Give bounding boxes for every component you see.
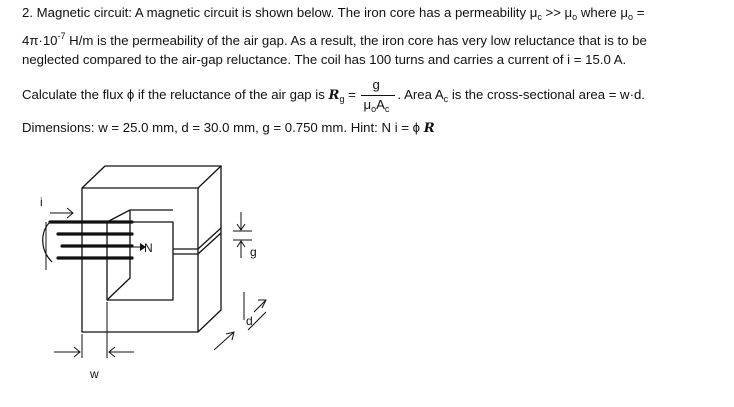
text-segment: where μ <box>577 5 629 20</box>
text-segment: = <box>344 87 360 102</box>
label-gap-g: g <box>250 245 257 259</box>
core-depth-edge <box>198 166 221 188</box>
text-segment: = <box>633 5 645 20</box>
subscript: o <box>628 12 634 22</box>
text-segment: is the cross-sectional area = w·d. <box>448 87 645 102</box>
subscript: g <box>339 94 345 104</box>
subscript: o <box>371 104 377 114</box>
text-segment: 4π·10 <box>22 33 58 48</box>
reluctance-symbol: R <box>328 88 340 103</box>
text-segment: A magnetic circuit is shown below. The iron core has a permeability μ <box>134 5 538 20</box>
core-window-depth-2 <box>107 210 130 222</box>
coil-lead <box>43 222 52 262</box>
text-segment: neglected compared to the air-gap reluctance. The coil has 100 turns and carries a current of i = 15.0 A. <box>22 52 627 67</box>
subscript: c <box>384 104 390 114</box>
subscript: c <box>537 12 542 22</box>
problem-title: Magnetic circuit: <box>36 5 132 20</box>
reluctance-symbol: R <box>423 121 435 136</box>
coil-windings <box>50 222 132 258</box>
text-segment: A <box>376 97 385 112</box>
label-current-i: i <box>40 195 43 209</box>
label-depth-d: d <box>246 314 253 328</box>
text-segment: >> μ <box>541 5 573 20</box>
text-segment: H/m is the permeability of the air gap. As a result, the iron core has very low reluctance that is to be <box>65 33 647 48</box>
air-gap-top-depth <box>198 228 221 249</box>
subscript: c <box>443 94 449 104</box>
label-turns-N: N <box>144 241 153 255</box>
fraction-numerator: g <box>372 77 380 92</box>
text-segment: μ <box>363 97 372 112</box>
subscript: o <box>572 12 578 22</box>
superscript: -7 <box>57 31 66 41</box>
air-gap-bottom-depth <box>198 233 221 254</box>
text-segment: . Area A <box>397 87 444 102</box>
depth-dimension <box>214 292 266 350</box>
width-dimension <box>54 302 134 358</box>
problem-number: 2. <box>22 5 33 20</box>
text-segment: Calculate the flux ϕ if the reluctance of the air gap is <box>22 87 329 102</box>
label-width-w: w <box>90 367 99 381</box>
text-segment: Dimensions: w = 25.0 mm, d = 30.0 mm, g = 0.750 mm. Hint: N i = ϕ <box>22 120 424 135</box>
